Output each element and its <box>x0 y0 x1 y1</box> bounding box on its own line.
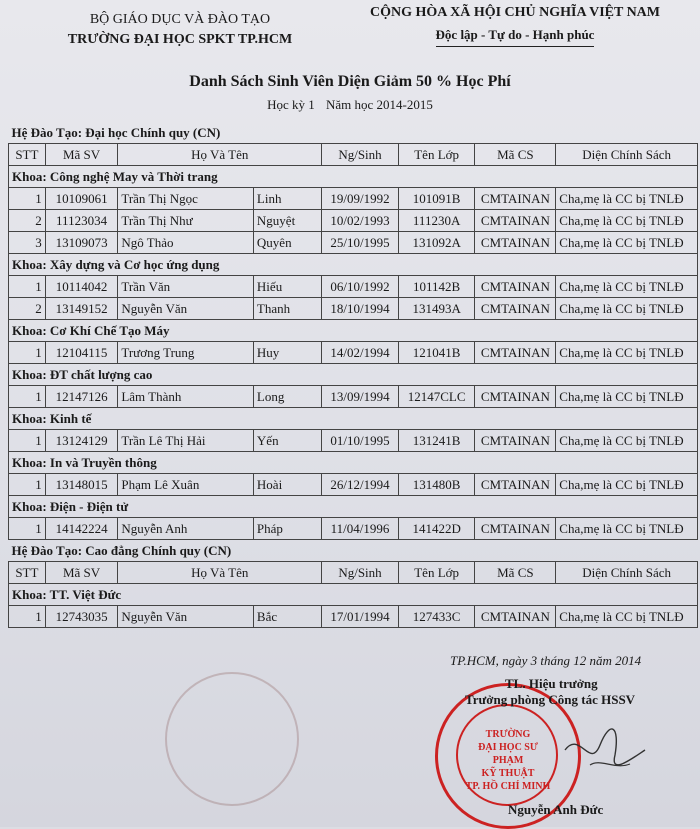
school-name: TRƯỜNG ĐẠI HỌC SPKT TP.HCM <box>67 32 293 47</box>
cell-policy-type: Cha,mẹ là CC bị TNLĐ <box>556 188 698 210</box>
faculty-row <box>9 452 698 474</box>
faculty-label: Khoa: Điện - Điện tử <box>9 496 698 518</box>
col-header-policy-type: Diện Chính Sách <box>556 562 698 584</box>
table-row <box>9 232 698 254</box>
cell-class: 121041B <box>398 342 475 364</box>
handwritten-signature <box>560 720 650 790</box>
cell-class: 141422D <box>398 518 475 540</box>
cell-student-id: 13148015 <box>45 474 118 496</box>
faculty-row <box>9 166 698 188</box>
cell-first-name: Hiếu <box>253 276 321 298</box>
cell-class: 12147CLC <box>398 386 475 408</box>
cell-first-name: Linh <box>253 188 321 210</box>
cell-first-name: Pháp <box>253 518 321 540</box>
cell-last-middle-name: Nguyễn Anh <box>118 518 254 540</box>
cell-stt: 1 <box>9 474 46 496</box>
faculty-row <box>9 496 698 518</box>
cell-class: 131493A <box>398 298 475 320</box>
training-system-label: Hệ Đào Tạo: Cao đẳng Chính quy (CN) <box>11 542 232 558</box>
faculty-label: Khoa: TT. Việt Đức <box>9 584 698 606</box>
seal-line: ĐẠI HỌC SƯ PHẠM <box>478 742 538 766</box>
student-table <box>8 122 698 628</box>
faculty-label: Khoa: Cơ Khí Chế Tạo Máy <box>9 320 698 342</box>
faded-stamp <box>165 672 299 806</box>
col-header-policy-code: Mã CS <box>475 144 556 166</box>
on-behalf-title: TL. Hiệu trưởng <box>505 676 598 691</box>
faculty-label: Khoa: ĐT chất lượng cao <box>9 364 698 386</box>
cell-student-id: 13124129 <box>45 430 118 452</box>
faculty-row <box>9 254 698 276</box>
cell-policy-code: CMTAINAN <box>475 474 556 496</box>
cell-birth-date: 11/04/1996 <box>322 518 399 540</box>
cell-stt: 1 <box>9 518 46 540</box>
semester: Học kỳ 1 <box>267 97 315 112</box>
col-header-class: Tên Lớp <box>398 562 475 584</box>
col-header-student-id: Mã SV <box>45 562 118 584</box>
cell-last-middle-name: Trần Lê Thị Hải <box>118 430 254 452</box>
cell-policy-type: Cha,mẹ là CC bị TNLĐ <box>556 518 698 540</box>
table-row <box>9 430 698 452</box>
cell-policy-type: Cha,mẹ là CC bị TNLĐ <box>556 342 698 364</box>
cell-class: 127433C <box>398 606 475 628</box>
cell-student-id: 10109061 <box>45 188 118 210</box>
cell-student-id: 12147126 <box>45 386 118 408</box>
national-motto: Độc lập - Tự do - Hạnh phúc <box>436 24 595 47</box>
seal-text <box>463 728 553 793</box>
cell-first-name: Huy <box>253 342 321 364</box>
cell-first-name: Thanh <box>253 298 321 320</box>
cell-stt: 1 <box>9 276 46 298</box>
table-row <box>9 298 698 320</box>
cell-birth-date: 10/02/1993 <box>322 210 399 232</box>
cell-first-name: Hoài <box>253 474 321 496</box>
cell-policy-code: CMTAINAN <box>475 430 556 452</box>
cell-policy-type: Cha,mẹ là CC bị TNLĐ <box>556 386 698 408</box>
cell-policy-code: CMTAINAN <box>475 518 556 540</box>
col-header-birth-date: Ng/Sinh <box>322 144 399 166</box>
cell-stt: 2 <box>9 298 46 320</box>
cell-birth-date: 06/10/1992 <box>322 276 399 298</box>
academic-year: Năm học 2014-2015 <box>326 97 433 112</box>
table-row <box>9 518 698 540</box>
cell-birth-date: 19/09/1992 <box>322 188 399 210</box>
cell-policy-type: Cha,mẹ là CC bị TNLĐ <box>556 276 698 298</box>
cell-policy-type: Cha,mẹ là CC bị TNLĐ <box>556 232 698 254</box>
cell-birth-date: 26/12/1994 <box>322 474 399 496</box>
faculty-row <box>9 408 698 430</box>
table-row <box>9 210 698 232</box>
cell-first-name: Nguyệt <box>253 210 321 232</box>
cell-class: 131092A <box>398 232 475 254</box>
cell-student-id: 11123034 <box>45 210 118 232</box>
signing-date: TP.HCM, ngày 3 tháng 12 năm 2014 <box>450 653 642 668</box>
cell-stt: 1 <box>9 386 46 408</box>
cell-birth-date: 01/10/1995 <box>322 430 399 452</box>
cell-last-middle-name: Nguyễn Văn <box>118 298 254 320</box>
cell-policy-type: Cha,mẹ là CC bị TNLĐ <box>556 210 698 232</box>
col-header-stt: STT <box>9 144 46 166</box>
col-header-full-name: Họ Và Tên <box>118 144 322 166</box>
table-row <box>9 386 698 408</box>
cell-last-middle-name: Trần Văn <box>118 276 254 298</box>
cell-birth-date: 14/02/1994 <box>322 342 399 364</box>
col-header-full-name: Họ Và Tên <box>118 562 322 584</box>
table-header-row <box>9 562 698 584</box>
cell-student-id: 10114042 <box>45 276 118 298</box>
cell-stt: 1 <box>9 606 46 628</box>
cell-policy-code: CMTAINAN <box>475 210 556 232</box>
header-right <box>355 2 675 47</box>
cell-first-name: Bắc <box>253 606 321 628</box>
col-header-policy-type: Diện Chính Sách <box>556 144 698 166</box>
faculty-row <box>9 584 698 606</box>
cell-student-id: 13109073 <box>45 232 118 254</box>
cell-class: 101142B <box>398 276 475 298</box>
cell-stt: 2 <box>9 210 46 232</box>
cell-stt: 1 <box>9 430 46 452</box>
table-row <box>9 276 698 298</box>
header-left <box>55 10 305 50</box>
cell-policy-code: CMTAINAN <box>475 606 556 628</box>
signer-name: Nguyễn Anh Đức <box>508 802 604 817</box>
col-header-birth-date: Ng/Sinh <box>322 562 399 584</box>
cell-birth-date: 13/09/1994 <box>322 386 399 408</box>
cell-last-middle-name: Lâm Thành <box>118 386 254 408</box>
col-header-class: Tên Lớp <box>398 144 475 166</box>
cell-last-middle-name: Trương Trung <box>118 342 254 364</box>
table-header-row <box>9 144 698 166</box>
faculty-row <box>9 364 698 386</box>
cell-student-id: 13149152 <box>45 298 118 320</box>
nation-name: CỘNG HÒA XÃ HỘI CHỦ NGHĨA VIỆT NAM <box>369 5 660 20</box>
cell-class: 131241B <box>398 430 475 452</box>
seal-line: TP. HỒ CHÍ MINH <box>465 781 551 792</box>
faculty-row <box>9 320 698 342</box>
training-system-row <box>9 122 698 144</box>
cell-student-id: 12743035 <box>45 606 118 628</box>
faculty-label: Khoa: Kinh tế <box>9 408 698 430</box>
cell-last-middle-name: Ngô Thảo <box>118 232 254 254</box>
page-title: Danh Sách Sinh Viên Diện Giảm 50 % Học Phí <box>189 73 511 90</box>
training-system-row <box>9 540 698 562</box>
signer-position: Trưởng phòng Công tác HSSV <box>465 692 636 707</box>
cell-stt: 3 <box>9 232 46 254</box>
cell-birth-date: 17/01/1994 <box>322 606 399 628</box>
col-header-student-id: Mã SV <box>45 144 118 166</box>
table-row <box>9 474 698 496</box>
cell-student-id: 12104115 <box>45 342 118 364</box>
cell-policy-type: Cha,mẹ là CC bị TNLĐ <box>556 474 698 496</box>
cell-policy-code: CMTAINAN <box>475 298 556 320</box>
cell-class: 101091B <box>398 188 475 210</box>
seal-line: KỸ THUẬT <box>481 768 535 779</box>
table-row <box>9 188 698 210</box>
cell-policy-code: CMTAINAN <box>475 232 556 254</box>
faculty-label: Khoa: Xây dựng và Cơ học ứng dụng <box>9 254 698 276</box>
col-header-stt: STT <box>9 562 46 584</box>
col-header-policy-code: Mã CS <box>475 562 556 584</box>
cell-first-name: Quyên <box>253 232 321 254</box>
ministry-name: BỘ GIÁO DỤC VÀ ĐÀO TẠO <box>89 12 271 27</box>
cell-policy-code: CMTAINAN <box>475 386 556 408</box>
cell-policy-type: Cha,mẹ là CC bị TNLĐ <box>556 430 698 452</box>
cell-class: 111230A <box>398 210 475 232</box>
cell-stt: 1 <box>9 342 46 364</box>
cell-last-middle-name: Phạm Lê Xuân <box>118 474 254 496</box>
seal-line: TRƯỜNG <box>485 729 531 740</box>
faculty-label: Khoa: In và Truyền thông <box>9 452 698 474</box>
cell-policy-code: CMTAINAN <box>475 188 556 210</box>
faculty-label: Khoa: Công nghệ May và Thời trang <box>9 166 698 188</box>
cell-birth-date: 25/10/1995 <box>322 232 399 254</box>
cell-last-middle-name: Nguyễn Văn <box>118 606 254 628</box>
cell-stt: 1 <box>9 188 46 210</box>
cell-birth-date: 18/10/1994 <box>322 298 399 320</box>
cell-policy-code: CMTAINAN <box>475 276 556 298</box>
cell-policy-code: CMTAINAN <box>475 342 556 364</box>
cell-last-middle-name: Trần Thị Ngọc <box>118 188 254 210</box>
table-row <box>9 342 698 364</box>
cell-policy-type: Cha,mẹ là CC bị TNLĐ <box>556 606 698 628</box>
cell-last-middle-name: Trần Thị Như <box>118 210 254 232</box>
cell-policy-type: Cha,mẹ là CC bị TNLĐ <box>556 298 698 320</box>
term-line <box>0 97 700 113</box>
cell-student-id: 14142224 <box>45 518 118 540</box>
training-system-label: Hệ Đào Tạo: Đại học Chính quy (CN) <box>11 124 221 140</box>
cell-first-name: Long <box>253 386 321 408</box>
table-row <box>9 606 698 628</box>
cell-class: 131480B <box>398 474 475 496</box>
cell-first-name: Yến <box>253 430 321 452</box>
